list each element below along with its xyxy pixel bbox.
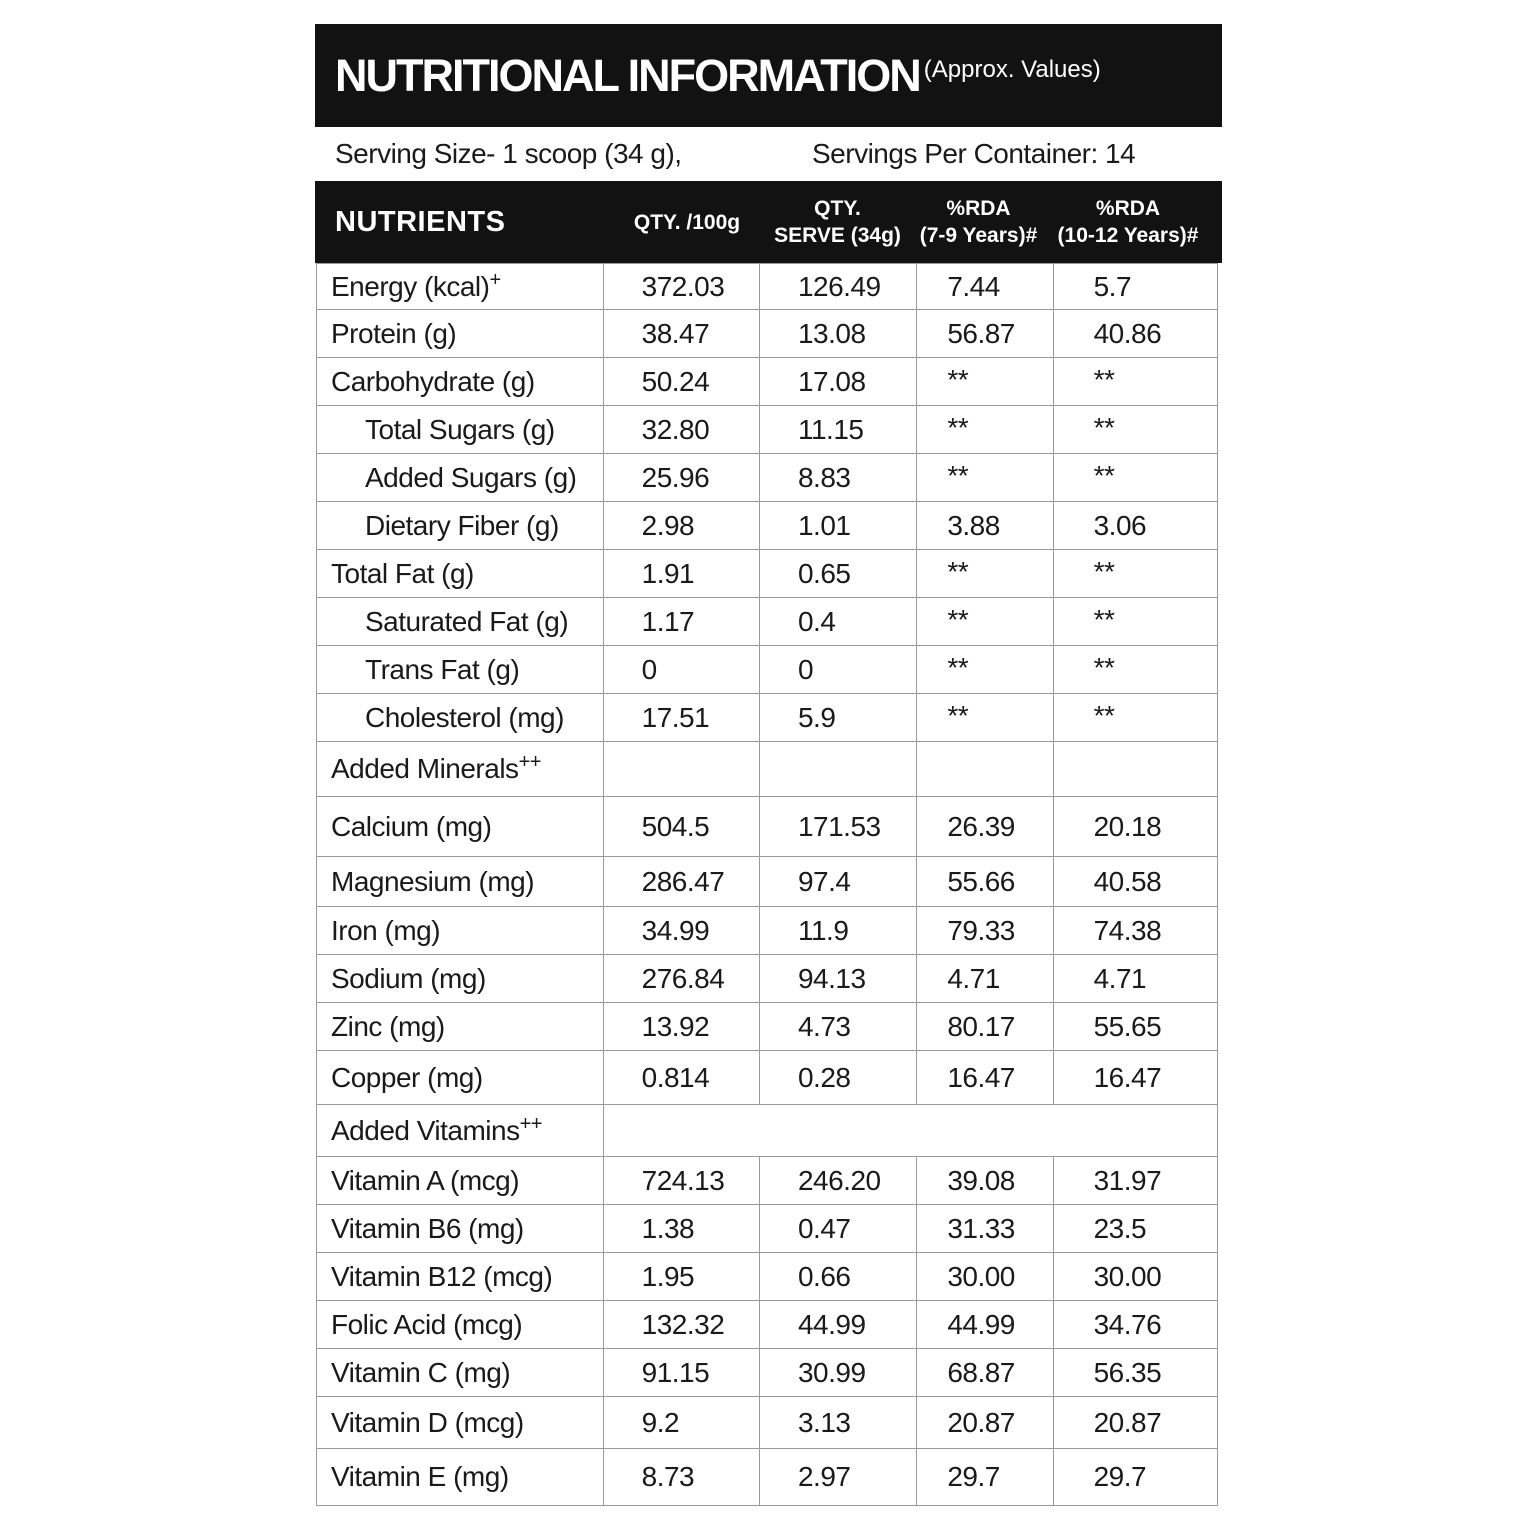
nutrient-name bbox=[317, 1449, 604, 1506]
rda-10-12-cell: 40.86 bbox=[1053, 310, 1217, 358]
table-header bbox=[315, 181, 1222, 263]
qty-100g-cell: 724.13 bbox=[603, 1157, 759, 1205]
table-row bbox=[317, 1003, 1218, 1051]
qty-serve-cell: 30.99 bbox=[759, 1349, 916, 1397]
qty-100g-cell: 8.73 bbox=[603, 1449, 759, 1506]
rda-7-9-cell: ** bbox=[917, 358, 1053, 406]
rda-10-12-cell: ** bbox=[1053, 358, 1217, 406]
qty-serve-cell: 44.99 bbox=[759, 1301, 916, 1349]
qty-serve-cell: 246.20 bbox=[759, 1157, 916, 1205]
table-row bbox=[317, 502, 1218, 550]
rda-10-12-cell: 31.97 bbox=[1053, 1157, 1217, 1205]
header-qty-100g: QTY. /100g bbox=[633, 211, 741, 234]
qty-serve-cell: 0.66 bbox=[759, 1253, 916, 1301]
rda-10-12-cell: 16.47 bbox=[1053, 1051, 1217, 1105]
qty-serve-cell: 0.28 bbox=[759, 1051, 916, 1105]
rda-7-9-cell: 31.33 bbox=[917, 1205, 1053, 1253]
table-row bbox=[317, 694, 1218, 742]
qty-100g-cell: 32.80 bbox=[603, 406, 759, 454]
nutrition-label bbox=[315, 24, 1222, 1506]
table-row bbox=[317, 955, 1218, 1003]
empty-cell bbox=[603, 1105, 1217, 1157]
nutrient-name bbox=[317, 1349, 604, 1397]
table-row bbox=[317, 797, 1218, 857]
nutrient-name bbox=[317, 1051, 604, 1105]
rda-10-12-cell: 4.71 bbox=[1053, 955, 1217, 1003]
nutrient-name-text: Vitamin B6 (mg) bbox=[331, 1212, 524, 1244]
table-row bbox=[317, 907, 1218, 955]
nutrient-name-text: Zinc (mg) bbox=[331, 1010, 445, 1042]
nutrient-name-text: Carbohydrate (g) bbox=[331, 365, 535, 397]
qty-serve-cell bbox=[759, 742, 916, 797]
qty-serve-cell: 1.01 bbox=[759, 502, 916, 550]
qty-100g-cell bbox=[603, 742, 759, 797]
nutrient-name-text: Calcium (mg) bbox=[331, 810, 492, 842]
qty-100g-cell: 50.24 bbox=[603, 358, 759, 406]
header-rda-10-12-line2: (10-12 Years)# bbox=[1057, 224, 1199, 247]
rda-10-12-cell: 20.18 bbox=[1053, 797, 1217, 857]
rda-7-9-cell: ** bbox=[917, 454, 1053, 502]
table-row bbox=[317, 1253, 1218, 1301]
rda-10-12-cell: ** bbox=[1053, 406, 1217, 454]
table-row bbox=[317, 264, 1218, 310]
qty-100g-cell: 25.96 bbox=[603, 454, 759, 502]
qty-serve-cell: 11.9 bbox=[759, 907, 916, 955]
nutrient-name bbox=[317, 1397, 604, 1449]
table-row bbox=[317, 1301, 1218, 1349]
table-row bbox=[317, 1397, 1218, 1449]
rda-7-9-cell: 29.7 bbox=[917, 1449, 1053, 1506]
nutrient-name-text: Vitamin D (mcg) bbox=[331, 1406, 524, 1438]
rda-7-9-cell: 16.47 bbox=[917, 1051, 1053, 1105]
qty-100g-cell: 1.38 bbox=[603, 1205, 759, 1253]
nutrient-name bbox=[317, 310, 604, 358]
nutrient-name bbox=[317, 358, 604, 406]
nutrient-name bbox=[317, 1105, 604, 1157]
qty-100g-cell: 13.92 bbox=[603, 1003, 759, 1051]
nutrient-name-text: Copper (mg) bbox=[331, 1061, 483, 1093]
qty-serve-cell: 3.13 bbox=[759, 1397, 916, 1449]
qty-serve-cell: 126.49 bbox=[759, 264, 916, 310]
nutrient-name-text: Saturated Fat (g) bbox=[365, 605, 569, 637]
rda-10-12-cell: 3.06 bbox=[1053, 502, 1217, 550]
rda-10-12-cell: 20.87 bbox=[1053, 1397, 1217, 1449]
nutrient-name-text: Total Sugars (g) bbox=[365, 413, 555, 445]
nutrient-footnote-mark: ++ bbox=[518, 751, 541, 773]
rda-7-9-cell: 79.33 bbox=[917, 907, 1053, 955]
rda-10-12-cell: 23.5 bbox=[1053, 1205, 1217, 1253]
rda-10-12-cell: ** bbox=[1053, 646, 1217, 694]
qty-100g-cell: 504.5 bbox=[603, 797, 759, 857]
table-row bbox=[317, 1349, 1218, 1397]
qty-100g-cell: 9.2 bbox=[603, 1397, 759, 1449]
header-qty-serve-line2: SERVE (34g) bbox=[774, 224, 901, 247]
table-row bbox=[317, 1449, 1218, 1506]
rda-7-9-cell: ** bbox=[917, 598, 1053, 646]
table-row bbox=[317, 1157, 1218, 1205]
rda-7-9-cell: 68.87 bbox=[917, 1349, 1053, 1397]
header-nutrients: NUTRIENTS bbox=[335, 206, 506, 238]
nutrient-name-text: Trans Fat (g) bbox=[365, 653, 520, 685]
nutrient-footnote-mark: + bbox=[489, 268, 501, 291]
nutrient-name-text: Folic Acid (mcg) bbox=[331, 1308, 523, 1340]
nutrient-name bbox=[317, 454, 604, 502]
table-row bbox=[317, 646, 1218, 694]
rda-7-9-cell: ** bbox=[917, 406, 1053, 454]
nutrient-name-text: Dietary Fiber (g) bbox=[365, 509, 559, 541]
rda-7-9-cell: ** bbox=[917, 646, 1053, 694]
serving-info bbox=[315, 127, 1222, 180]
header-rda-10-12-line1: %RDA bbox=[1095, 197, 1161, 220]
rda-10-12-cell: 34.76 bbox=[1053, 1301, 1217, 1349]
table-row bbox=[317, 598, 1218, 646]
nutrient-name bbox=[317, 1003, 604, 1051]
rda-7-9-cell: 26.39 bbox=[917, 797, 1053, 857]
label-title-note: (Approx. Values) bbox=[923, 55, 1101, 83]
serving-size: Serving Size- 1 scoop (34 g), bbox=[335, 137, 682, 169]
nutrient-name bbox=[317, 742, 604, 797]
nutrients-table bbox=[316, 263, 1218, 1506]
rda-7-9-cell: 3.88 bbox=[917, 502, 1053, 550]
nutrient-name bbox=[317, 1301, 604, 1349]
qty-100g-cell: 38.47 bbox=[603, 310, 759, 358]
qty-serve-cell: 8.83 bbox=[759, 454, 916, 502]
rda-10-12-cell: ** bbox=[1053, 598, 1217, 646]
label-title: NUTRITIONAL INFORMATION bbox=[335, 49, 920, 101]
nutrient-name-text: Added Minerals bbox=[331, 753, 519, 784]
rda-7-9-cell bbox=[917, 742, 1053, 797]
rda-10-12-cell: ** bbox=[1053, 550, 1217, 598]
table-row bbox=[317, 310, 1218, 358]
nutrient-name bbox=[317, 907, 604, 955]
nutrient-name bbox=[317, 1157, 604, 1205]
nutrient-name bbox=[317, 797, 604, 857]
rda-7-9-cell: 56.87 bbox=[917, 310, 1053, 358]
qty-serve-cell: 2.97 bbox=[759, 1449, 916, 1506]
rda-10-12-cell bbox=[1053, 742, 1217, 797]
table-row bbox=[317, 454, 1218, 502]
rda-7-9-cell: ** bbox=[917, 550, 1053, 598]
nutrient-name-text: Magnesium (mg) bbox=[331, 865, 535, 897]
qty-100g-cell: 1.17 bbox=[603, 598, 759, 646]
header-qty-serve bbox=[770, 195, 905, 249]
nutrient-name bbox=[317, 550, 604, 598]
rda-7-9-cell: 30.00 bbox=[917, 1253, 1053, 1301]
rda-10-12-cell: ** bbox=[1053, 454, 1217, 502]
nutrient-name-text: Added Sugars (g) bbox=[365, 461, 577, 493]
qty-100g-cell: 0 bbox=[603, 646, 759, 694]
nutrient-name bbox=[317, 598, 604, 646]
qty-100g-cell: 34.99 bbox=[603, 907, 759, 955]
qty-serve-cell: 97.4 bbox=[759, 857, 916, 907]
header-qty-serve-line1: QTY. bbox=[814, 197, 861, 220]
header-rda-10-12 bbox=[1053, 195, 1203, 249]
qty-100g-cell: 91.15 bbox=[603, 1349, 759, 1397]
table-row bbox=[317, 1051, 1218, 1105]
qty-100g-cell: 372.03 bbox=[603, 264, 759, 310]
qty-serve-cell: 13.08 bbox=[759, 310, 916, 358]
nutrient-name bbox=[317, 694, 604, 742]
rda-7-9-cell: 4.71 bbox=[917, 955, 1053, 1003]
table-row bbox=[317, 550, 1218, 598]
title-bar bbox=[315, 24, 1222, 127]
nutrient-name-text: Protein (g) bbox=[331, 317, 457, 349]
table-row bbox=[317, 358, 1218, 406]
rda-7-9-cell: 80.17 bbox=[917, 1003, 1053, 1051]
nutrient-name-text: Vitamin C (mg) bbox=[331, 1356, 511, 1388]
qty-serve-cell: 94.13 bbox=[759, 955, 916, 1003]
nutrient-name-text: Added Vitamins bbox=[331, 1114, 520, 1146]
rda-10-12-cell: 30.00 bbox=[1053, 1253, 1217, 1301]
qty-serve-cell: 17.08 bbox=[759, 358, 916, 406]
rda-7-9-cell: 20.87 bbox=[917, 1397, 1053, 1449]
rda-10-12-cell: 29.7 bbox=[1053, 1449, 1217, 1506]
nutrient-name-text: Sodium (mg) bbox=[331, 962, 486, 994]
qty-serve-cell: 0.65 bbox=[759, 550, 916, 598]
qty-100g-cell: 2.98 bbox=[603, 502, 759, 550]
nutrient-name-text: Vitamin E (mg) bbox=[331, 1461, 509, 1492]
rda-10-12-cell: 5.7 bbox=[1053, 264, 1217, 310]
section-row bbox=[317, 742, 1218, 797]
qty-100g-cell: 132.32 bbox=[603, 1301, 759, 1349]
qty-serve-cell: 0 bbox=[759, 646, 916, 694]
nutrient-name bbox=[317, 502, 604, 550]
nutrient-name bbox=[317, 646, 604, 694]
section-row bbox=[317, 1105, 1218, 1157]
qty-100g-cell: 276.84 bbox=[603, 955, 759, 1003]
servings-per-container: Servings Per Container: 14 bbox=[812, 137, 1136, 169]
qty-serve-cell: 11.15 bbox=[759, 406, 916, 454]
rda-10-12-cell: ** bbox=[1053, 694, 1217, 742]
table-row bbox=[317, 1205, 1218, 1253]
qty-100g-cell: 17.51 bbox=[603, 694, 759, 742]
header-rda-7-9-line2: (7-9 Years)# bbox=[919, 224, 1038, 247]
nutrient-name bbox=[317, 1205, 604, 1253]
qty-100g-cell: 0.814 bbox=[603, 1051, 759, 1105]
nutrient-name-text: Cholesterol (mg) bbox=[365, 701, 564, 733]
table-row bbox=[317, 857, 1218, 907]
qty-100g-cell: 1.95 bbox=[603, 1253, 759, 1301]
nutrient-name-text: Iron (mg) bbox=[331, 914, 441, 946]
rda-7-9-cell: ** bbox=[917, 694, 1053, 742]
nutrient-name-text: Energy (kcal) bbox=[331, 270, 490, 302]
rda-10-12-cell: 74.38 bbox=[1053, 907, 1217, 955]
qty-100g-cell: 286.47 bbox=[603, 857, 759, 907]
nutrient-name bbox=[317, 955, 604, 1003]
nutrient-name bbox=[317, 264, 604, 310]
rda-7-9-cell: 44.99 bbox=[917, 1301, 1053, 1349]
header-rda-7-9 bbox=[917, 195, 1040, 249]
table-row bbox=[317, 406, 1218, 454]
rda-7-9-cell: 55.66 bbox=[917, 857, 1053, 907]
rda-7-9-cell: 39.08 bbox=[917, 1157, 1053, 1205]
rda-10-12-cell: 56.35 bbox=[1053, 1349, 1217, 1397]
qty-serve-cell: 5.9 bbox=[759, 694, 916, 742]
nutrient-name bbox=[317, 1253, 604, 1301]
nutrient-footnote-mark: ++ bbox=[519, 1112, 542, 1135]
qty-100g-cell: 1.91 bbox=[603, 550, 759, 598]
nutrient-name-text: Total Fat (g) bbox=[331, 557, 474, 589]
rda-7-9-cell: 7.44 bbox=[917, 264, 1053, 310]
nutrient-name-text: Vitamin A (mcg) bbox=[331, 1164, 520, 1196]
qty-serve-cell: 4.73 bbox=[759, 1003, 916, 1051]
header-rda-7-9-line1: %RDA bbox=[946, 197, 1011, 220]
rda-10-12-cell: 40.58 bbox=[1053, 857, 1217, 907]
nutrient-name-text: Vitamin B12 (mcg) bbox=[331, 1260, 553, 1292]
qty-serve-cell: 0.4 bbox=[759, 598, 916, 646]
nutrient-name bbox=[317, 406, 604, 454]
nutrient-name bbox=[317, 857, 604, 907]
rda-10-12-cell: 55.65 bbox=[1053, 1003, 1217, 1051]
qty-serve-cell: 0.47 bbox=[759, 1205, 916, 1253]
qty-serve-cell: 171.53 bbox=[759, 797, 916, 857]
